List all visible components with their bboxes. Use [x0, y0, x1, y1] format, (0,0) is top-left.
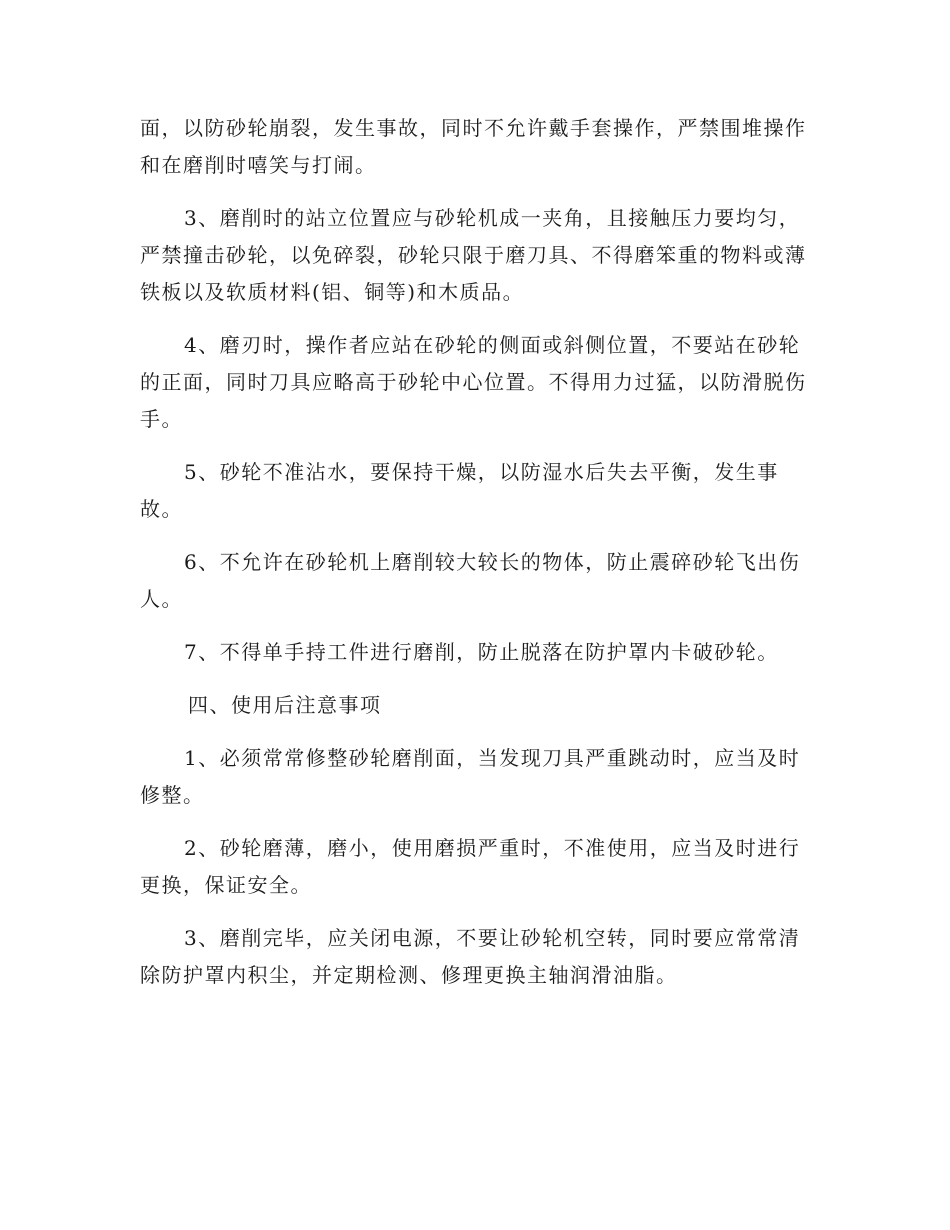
- document-body: [140, 110, 812, 1010]
- section-heading: 四、使用后注意事项: [188, 693, 382, 717]
- paragraph-continuation: 面，以防砂轮崩裂，发生事故，同时不允许戴手套操作，严禁围堆操作和在磨削时嘻笑与打闹。: [140, 116, 807, 177]
- paragraph-item-6: 6、不允许在砂轮机上磨削较大较长的物体，防止震碎砂轮飞出伤人。: [140, 550, 801, 611]
- section-paragraph-1: 1、必须常常修整砂轮磨削面，当发现刀具严重跳动时，应当及时修整。: [140, 746, 801, 807]
- section-paragraph-3: 3、磨削完毕，应关闭电源，不要让砂轮机空转，同时要应常常清除防护罩内积尘，并定期检测、修理更换主轴润滑油脂。: [140, 926, 801, 987]
- paragraph-item-4: 4、磨刃时，操作者应站在砂轮的侧面或斜侧位置，不要站在砂轮的正面，同时刀具应略高于砂轮中心位置。不得用力过猛，以防滑脱伤手。: [140, 333, 807, 431]
- paragraph-item-3: 3、磨削时的站立位置应与砂轮机成一夹角，且接触压力要均匀，严禁撞击砂轮，以免碎裂，砂轮只限于磨刀具、不得磨笨重的物料或薄铁板以及软质材料(铝、铜等)和木质品。: [140, 206, 807, 304]
- paragraph-item-7: 7、不得单手持工件进行磨削，防止脱落在防护罩内卡破砂轮。: [184, 640, 779, 664]
- section-paragraph-2: 2、砂轮磨薄，磨小，使用磨损严重时，不准使用，应当及时进行更换，保证安全。: [140, 836, 801, 897]
- paragraph-item-5: 5、砂轮不准沾水，要保持干燥，以防湿水后失去平衡，发生事故。: [140, 460, 779, 521]
